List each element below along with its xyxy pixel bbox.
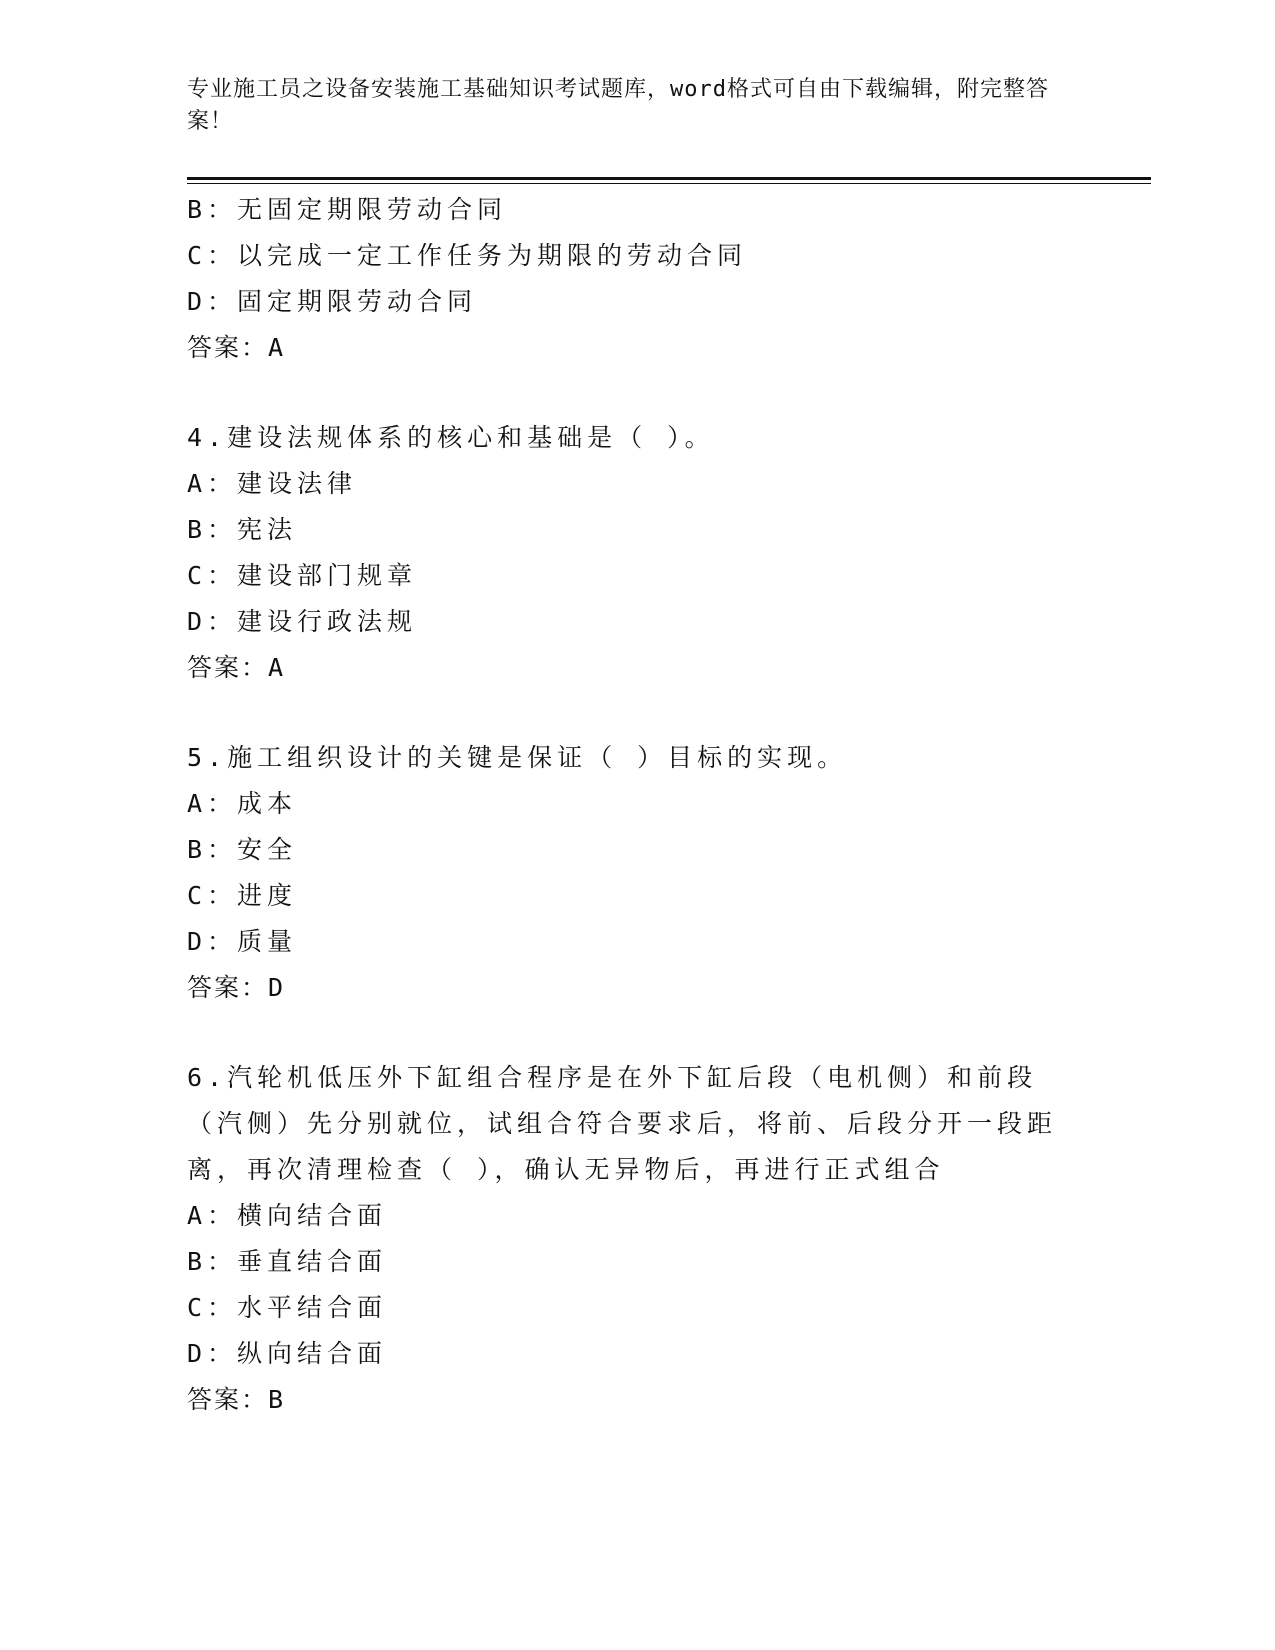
question-4 <box>187 415 1087 691</box>
question-stem: 4.建设法规体系的核心和基础是（ ）。 <box>187 423 715 452</box>
option-d: D：纵向结合面 <box>187 1339 388 1368</box>
question-5 <box>187 735 1087 1011</box>
option-b: B：宪法 <box>187 515 298 544</box>
option-a: A：建设法律 <box>187 469 358 498</box>
option-b: B：安全 <box>187 835 298 864</box>
header-divider-thick <box>187 177 1151 180</box>
option-a: A：横向结合面 <box>187 1201 388 1230</box>
answer-line: 答案：B <box>187 1385 286 1414</box>
option-d: D：建设行政法规 <box>187 607 418 636</box>
answer-line: 答案：A <box>187 653 286 682</box>
question-spacer <box>187 1011 1087 1055</box>
option-b: B：垂直结合面 <box>187 1247 388 1276</box>
option-d: D：质量 <box>187 927 298 956</box>
answer-line: 答案：D <box>187 973 286 1002</box>
header-divider-thin <box>187 183 1151 184</box>
question-list <box>187 187 1087 1423</box>
option-c: C：以完成一定工作任务为期限的劳动合同 <box>187 241 748 270</box>
option-c: C：建设部门规章 <box>187 561 418 590</box>
option-b: B：无固定期限劳动合同 <box>187 195 508 224</box>
question-6 <box>187 1055 1087 1423</box>
option-c: C：进度 <box>187 881 298 910</box>
question-stem: 6.汽轮机低压外下缸组合程序是在外下缸后段（电机侧）和前段（汽侧）先分别就位，试组合符合要求后，将前、后段分开一段距离，再次清理检查（ ），确认无异物后，再进行正式组合 <box>187 1063 1058 1184</box>
question-stem: 5.施工组织设计的关键是保证（ ）目标的实现。 <box>187 743 848 772</box>
option-c: C：水平结合面 <box>187 1293 388 1322</box>
question-carryover <box>187 187 1087 371</box>
question-spacer <box>187 691 1087 735</box>
option-a: A：成本 <box>187 789 298 818</box>
document-header: 专业施工员之设备安装施工基础知识考试题库，word格式可自由下载编辑，附完整答案！ <box>187 77 1049 134</box>
option-d: D：固定期限劳动合同 <box>187 287 478 316</box>
answer-line: 答案：A <box>187 333 286 362</box>
question-spacer <box>187 371 1087 415</box>
